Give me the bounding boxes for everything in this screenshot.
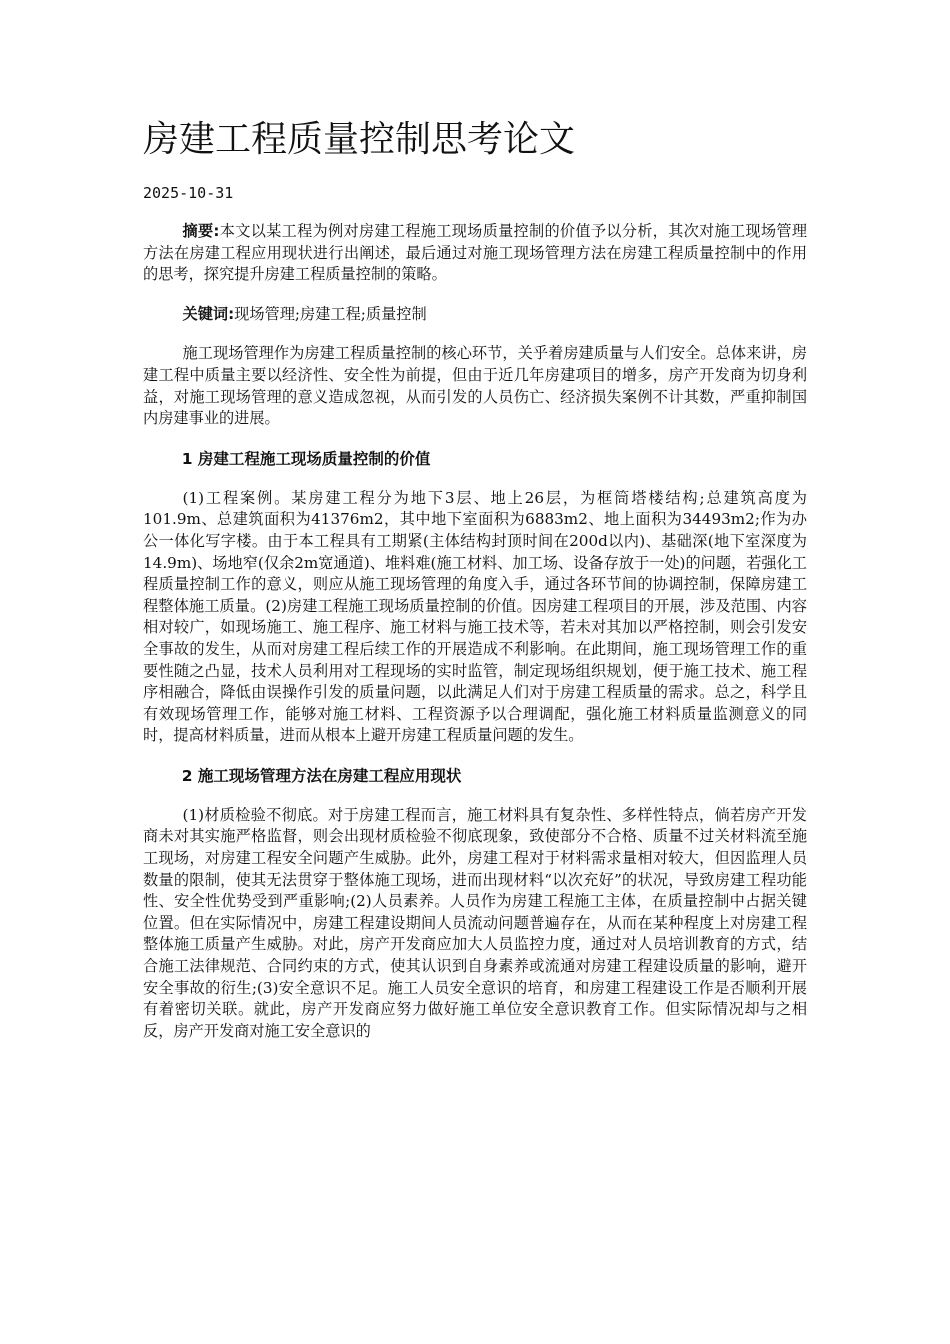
intro-paragraph: 施工现场管理作为房建工程质量控制的核心环节，关乎着房建质量与人们安全。总体来讲，房建工程中质量主要以经济性、安全性为前提，但由于近几年房建项目的增多，房产开发商为切身利益，对施工现场管理的意义造成忽视，从而引发的人员伤亡、经济损失案例不计其数，严重抑制国内房建事业的进展。 <box>143 344 807 428</box>
document-date: 2025-10-31 <box>143 184 234 202</box>
keywords-text: 现场管理;房建工程;质量控制 <box>234 304 427 323</box>
keywords-paragraph <box>143 304 807 326</box>
section1-paragraph: (1)工程案例。某房建工程分为地下3层、地上26层，为框筒塔楼结构;总建筑高度为101.9m、总建筑面积为41376m2，其中地下室面积为6883m2、地上面积为34493m2;作为办公一体化写字楼。由于本工程具有工期紧(主体结构封顶时间在200d以内)、基础深(地下室深度为14.9m)、场地窄(仅余2m宽通道)、堆料难(施工材料、加工场、设备存放于一处)的问题，若强化工程质量控制工作的意义，则应从施工现场管理的角度入手，通过各环节间的协调控制，保障房建工程整体施工质量。(2)房建工程施工现场质量控制的价值。因房建工程项目的开展，涉及范围、内容相对较广，如现场施工、施工程序、施工材料与施工技术等，若未对其加以严格控制，则会引发安全事故的发生，从而对房建工程后续工作的开展造成不利影响。在此期间，施工现场管理工作的重要性随之凸显，技术人员利用对工程现场的实时监管，制定现场组织规划，便于施工技术、施工程序相融合，降低由误操作引发的质量问题，以此满足人们对于房建工程质量的需求。总之，科学且有效现场管理工作，能够对施工材料、工程资源予以合理调配，强化施工材料质量监测意义的同时，提高材料质量，进而从根本上避开房建工程质量问题的发生。 <box>143 488 807 745</box>
abstract-paragraph <box>143 221 807 286</box>
section2-paragraph: (1)材质检验不彻底。对于房建工程而言，施工材料具有复杂性、多样性特点，倘若房产开发商未对其实施严格监督，则会出现材质检验不彻底现象，致使部分不合格、质量不过关材料流至施工现场，对房建工程安全问题产生威胁。此外，房建工程对于材料需求量相对较大，但因监理人员数量的限制，使其无法贯穿于整体施工现场，进而出现材料“以次充好”的状况，导致房建工程功能性、安全性优势受到严重影响;(2)人员素养。人员作为房建工程施工主体，在质量控制中占据关键位置。但在实际情况中，房建工程建设期间人员流动问题普遍存在，从而在某种程度上对房建工程整体施工质量产生威胁。对此，房产开发商应加大人员监控力度，通过对人员培训教育的方式，结合施工法律规范、合同约束的方式，使其认识到自身素养或流通对房建工程建设质量的影响，避开安全事故的衍生;(3)安全意识不足。施工人员安全意识的培育，和房建工程建设工作是否顺利开展有着密切关联。就此，房产开发商应努力做好施工单位安全意识教育工作。但实际情况却与之相反，房产开发商对施工安全意识的 <box>143 805 807 1040</box>
document-title: 房建工程质量控制思考论文 <box>143 119 576 160</box>
keywords-label: 关键词: <box>182 304 235 323</box>
abstract-label: 摘要: <box>182 222 220 240</box>
section2-heading: 2 施工现场管理方法在房建工程应用现状 <box>181 766 462 785</box>
section1-heading: 1 房建工程施工现场质量控制的价值 <box>181 449 431 468</box>
document-page <box>143 112 807 1060</box>
abstract-text: 本文以某工程为例对房建工程施工现场质量控制的价值予以分析，其次对施工现场管理方法在房建工程应用现状进行出阐述，最后通过对施工现场管理方法在房建工程质量控制中的作用的思考，探究提升房建工程质量控制的策略。 <box>143 222 808 284</box>
